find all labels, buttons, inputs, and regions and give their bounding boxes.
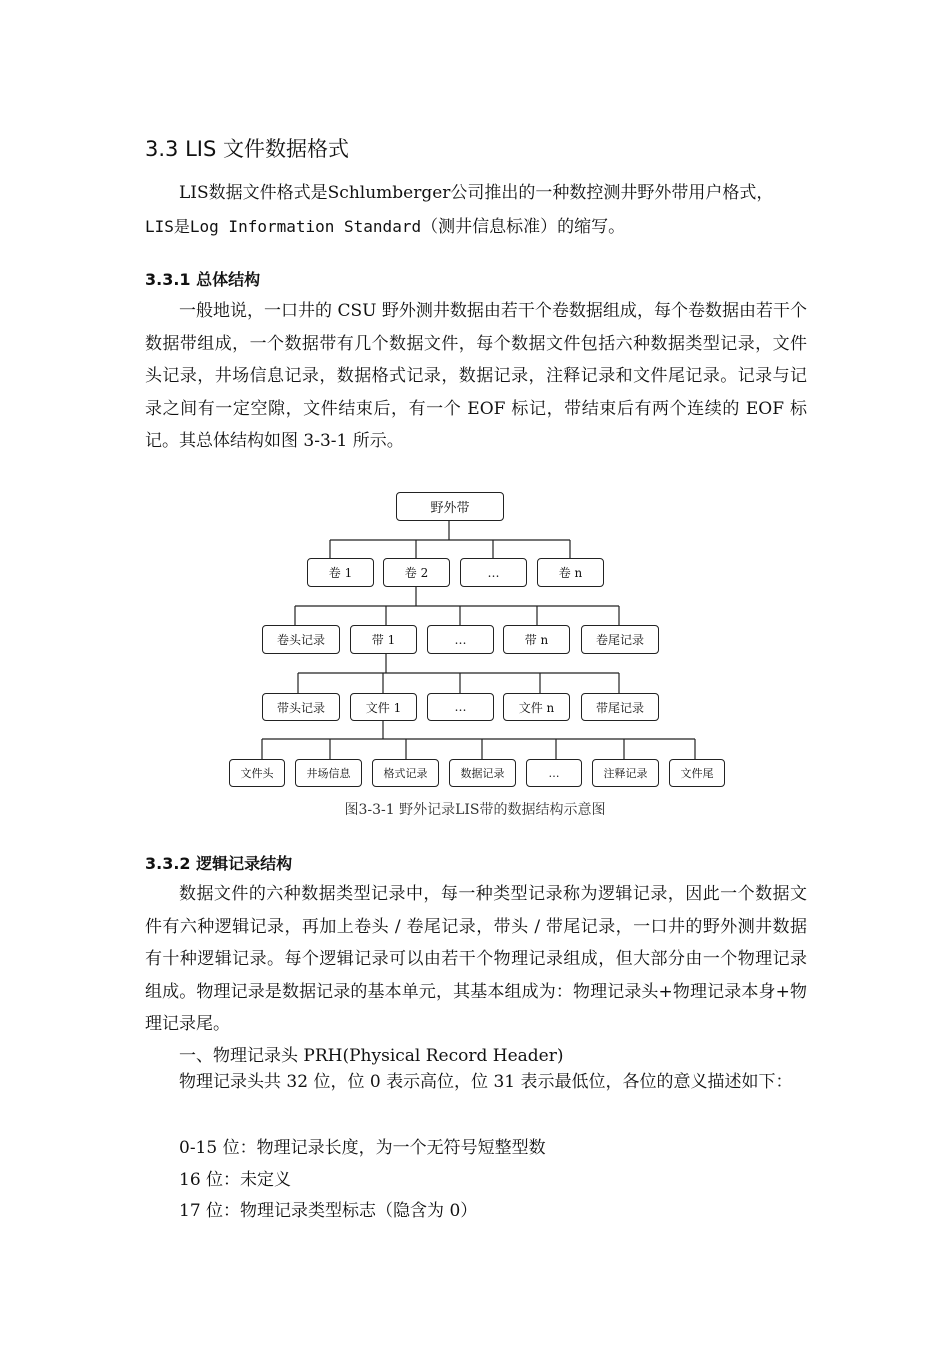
diagram-node-volume-1: 卷 1 — [307, 558, 374, 587]
logical-record-paragraph: 数据文件的六种数据类型记录中，每一种类型记录称为逻辑记录，因此一个数据文件有六种逻辑记录，再加上卷头 / 卷尾记录，带头 / 带尾记录，一口井的野外测井数据有十种逻辑记录。每个逻辑记录可以由若干个物理记录组成，但大部分由一个物理记录组成。物理记录是数据记录的基本单元，其基本组成为：物理记录头+物理记录本身+物理记录尾。 — [145, 884, 807, 1034]
diagram-node-volume-ellipsis: … — [460, 558, 527, 587]
diagram-node-file-1: 文件 1 — [350, 693, 417, 721]
overall-structure-paragraph: 一般地说，一口井的 CSU 野外测井数据由若干个卷数据组成，每个卷数据由若干个数据带组成，一个数据带有几个数据文件，每个数据文件包括六种数据类型记录，文件头记录，井场信息记录，数据格式记录，数据记录，注释记录和文件尾记录。记录与记录之间有一定空隙，文件结束后，有一个 EOF 标记，带结束后有两个连续的 EOF 标记。其总体结构如图 3-3-1 所示。 — [145, 301, 807, 451]
prh-heading: 一、物理记录头 PRH(Physical Record Header) — [179, 1046, 564, 1066]
diagram-node-format-record: 格式记录 — [372, 759, 439, 787]
diagram-node-tape-n: 带 n — [503, 625, 570, 654]
diagram-node-tape-trailer: 带尾记录 — [581, 693, 659, 721]
diagram-node-file-ellipsis: … — [427, 693, 494, 721]
diagram-node-tape-ellipsis: … — [427, 625, 494, 654]
diagram-node-file-trailer: 文件尾 — [669, 759, 725, 787]
intro-line-2 — [145, 212, 625, 237]
intro-line-1: LIS数据文件格式是Schlumberger公司推出的一种数控测井野外带用户格式， — [179, 183, 774, 203]
bit-description-17: 17 位：物理记录类型标志（隐含为 0） — [179, 1201, 478, 1221]
diagram-node-volume-2: 卷 2 — [383, 558, 450, 587]
intro-line-2-b: （测井信息标准）的缩写。 — [421, 217, 626, 237]
diagram-node-tape-header: 带头记录 — [262, 693, 340, 721]
diagram-node-record-ellipsis: … — [526, 759, 582, 787]
section-title: 3.3 LIS 文件数据格式 — [145, 137, 349, 161]
subsection-title-overall: 3.3.1 总体结构 — [145, 270, 261, 289]
prh-description: 物理记录头共 32 位，位 0 表示高位，位 31 表示最低位，各位的意义描述如下： — [179, 1072, 793, 1092]
diagram-node-volume-header: 卷头记录 — [262, 625, 340, 654]
diagram-node-comment-record: 注释记录 — [592, 759, 659, 787]
diagram-node-file-n: 文件 n — [503, 693, 570, 721]
diagram-node-well-site-info: 井场信息 — [295, 759, 362, 787]
diagram-node-data-record: 数据记录 — [449, 759, 516, 787]
bit-description-0-15: 0-15 位：物理记录长度，为一个无符号短整型数 — [179, 1138, 546, 1158]
diagram-node-volume-trailer: 卷尾记录 — [581, 625, 659, 654]
figure-caption: 图3-3-1 野外记录LIS带的数据结构示意图 — [344, 802, 606, 818]
intro-line-2-a: LIS是Log Information Standard — [145, 217, 422, 236]
subsection-title-logical-record: 3.3.2 逻辑记录结构 — [145, 854, 293, 873]
diagram-node-tape-1: 带 1 — [350, 625, 417, 654]
diagram-node-field-tape: 野外带 — [396, 492, 504, 521]
bit-description-16: 16 位：未定义 — [179, 1170, 292, 1190]
diagram-node-file-header: 文件头 — [229, 759, 285, 787]
diagram-node-volume-n: 卷 n — [537, 558, 604, 587]
